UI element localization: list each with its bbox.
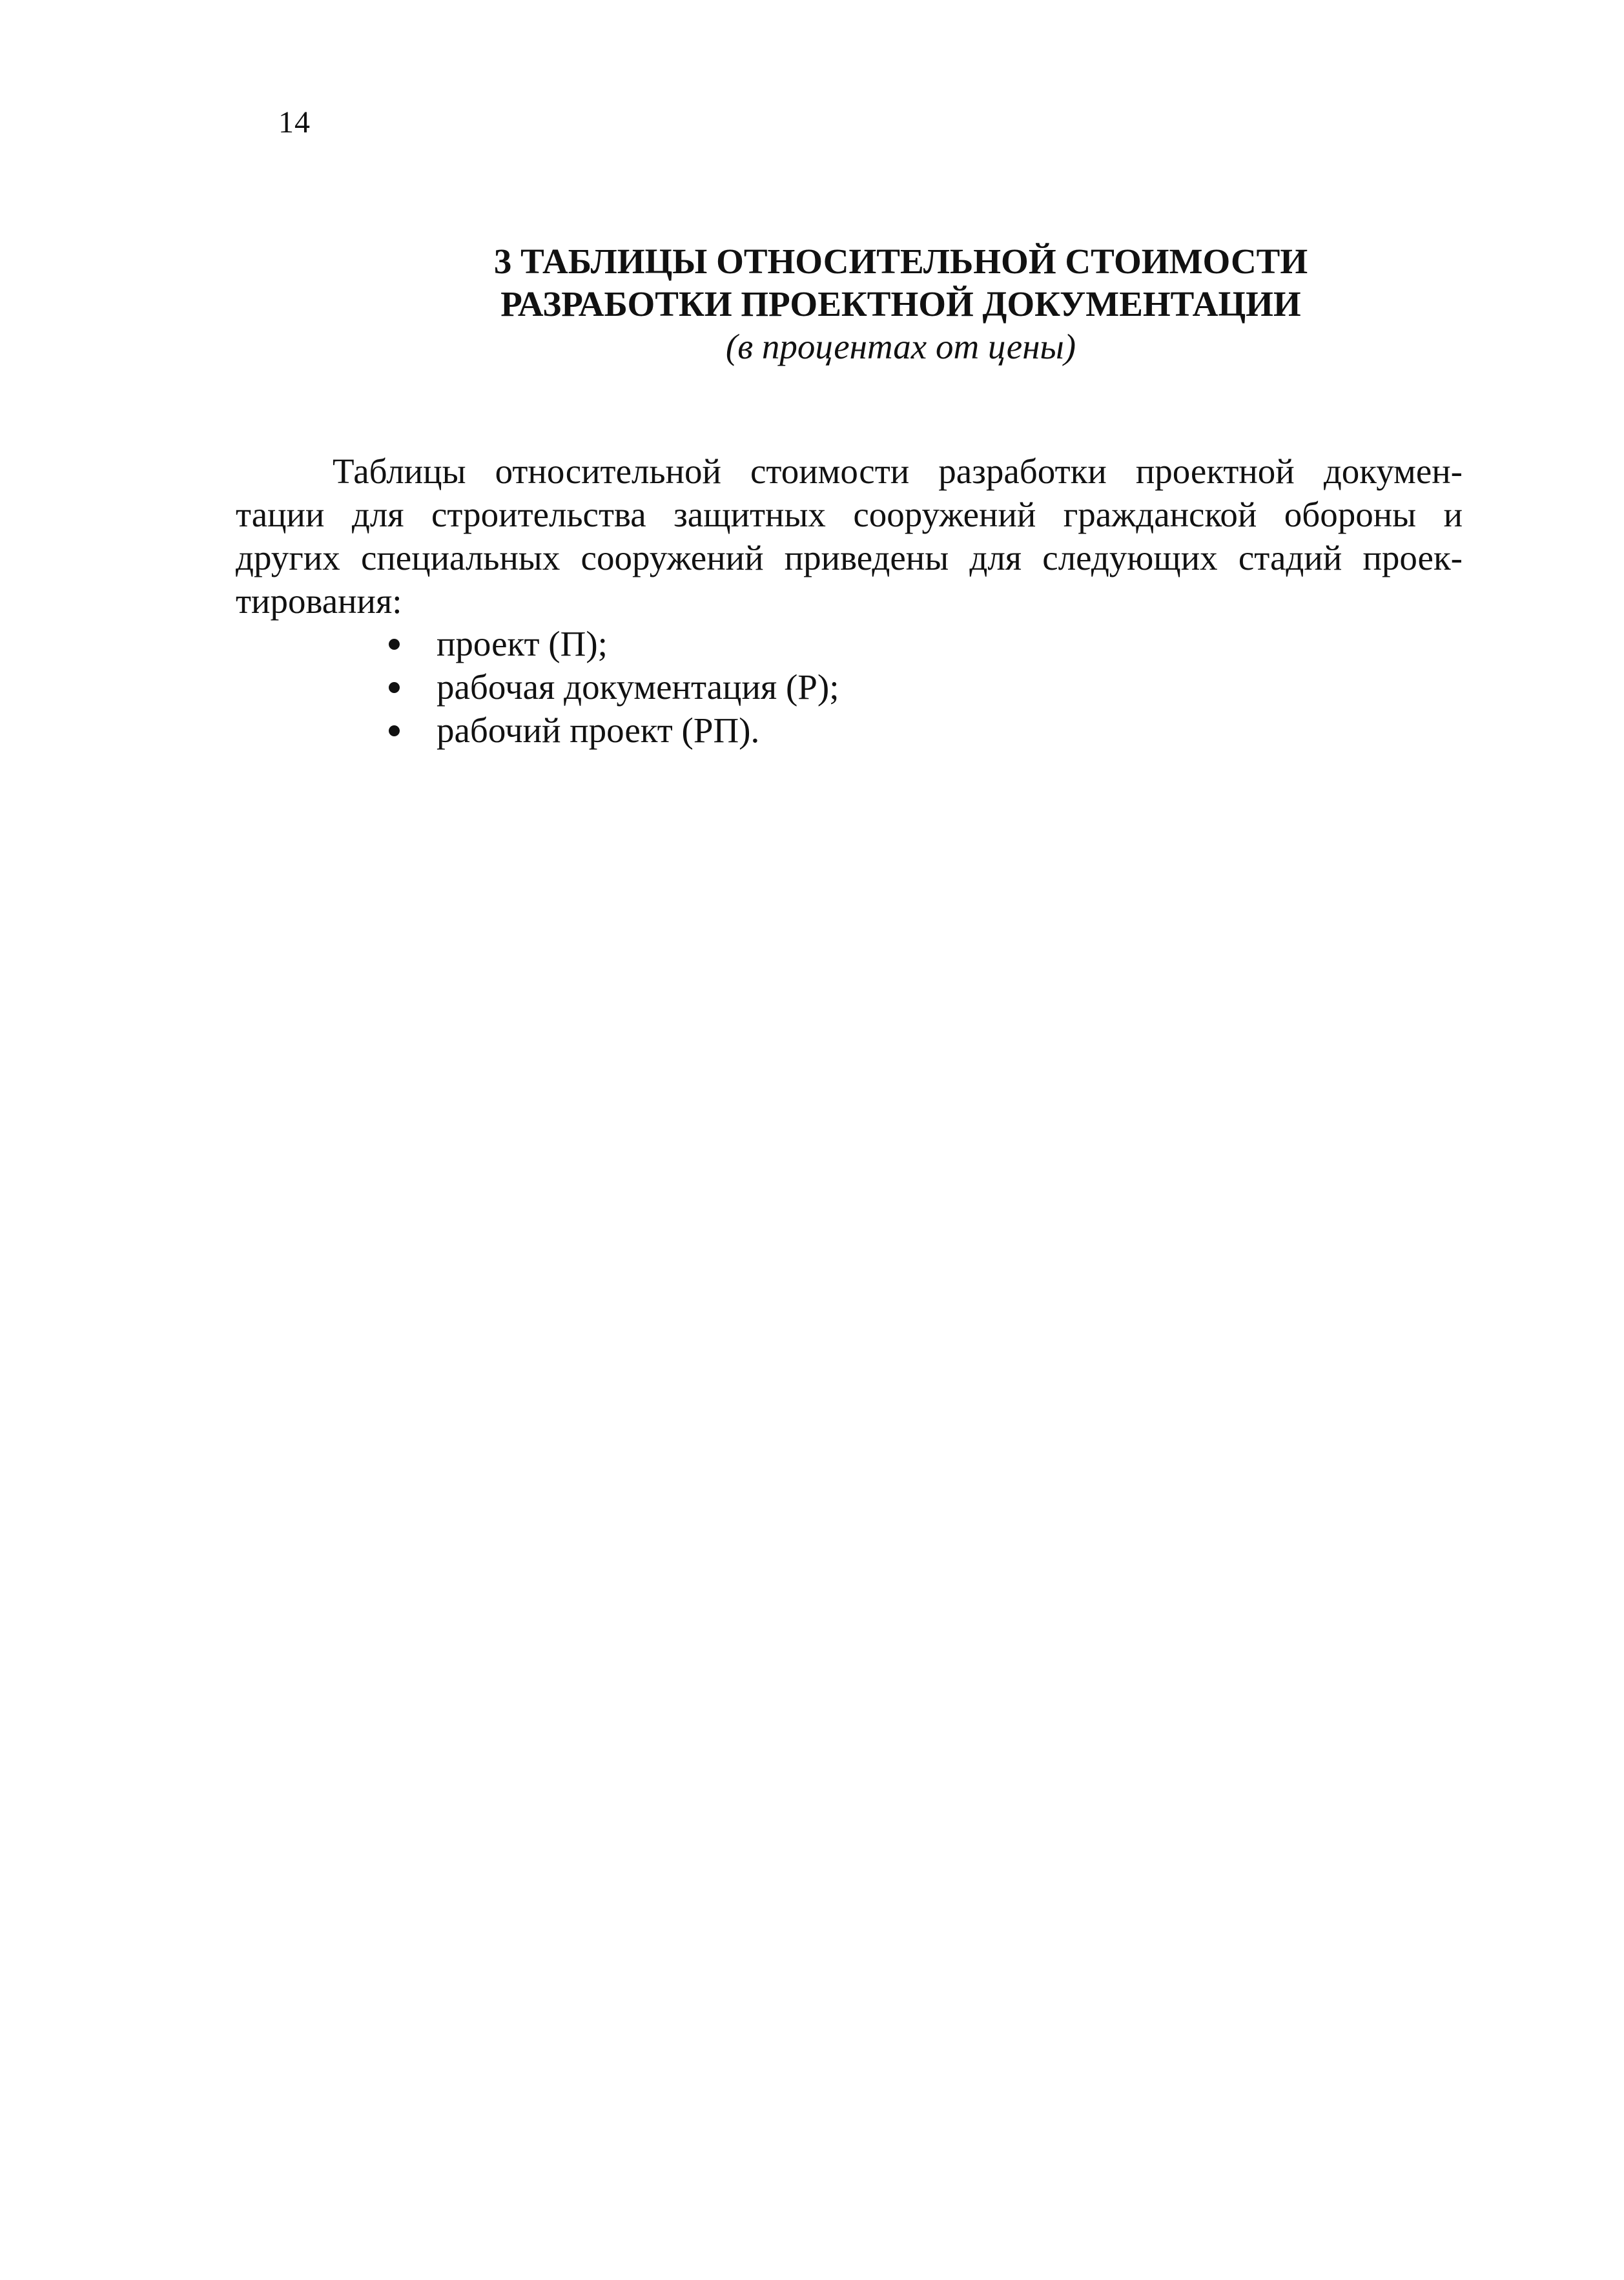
list-item-text: рабочий проект (РП).: [437, 710, 760, 750]
list-item-text: рабочая документация (Р);: [437, 667, 839, 707]
design-stages-list: [381, 622, 839, 752]
heading-title-line-1: 3 ТАБЛИЦЫ ОТНОСИТЕЛЬНОЙ СТОИМОСТИ: [493, 242, 1308, 281]
heading-title-line-2: РАЗРАБОТКИ ПРОЕКТНОЙ ДОКУМЕНТАЦИИ: [500, 284, 1301, 324]
bullet-icon: [389, 639, 400, 650]
paragraph-line: тирования:: [236, 581, 402, 621]
list-item: [381, 622, 839, 665]
list-item: [381, 665, 839, 709]
bullet-icon: [389, 682, 400, 693]
page-number: 14: [278, 105, 311, 140]
list-item: [381, 709, 839, 752]
intro-paragraph: [236, 450, 1463, 623]
heading-subtitle: (в процентах от цены): [725, 327, 1076, 366]
paragraph-line: тации для строительства защитных сооружений гражданской обороны и: [236, 495, 1463, 534]
bullet-icon: [389, 725, 400, 736]
paragraph-line: Таблицы относительной стоимости разработки проектной докумен-: [333, 451, 1463, 491]
paragraph-line: других специальных сооружений приведены для следующих стадий проек-: [236, 538, 1463, 577]
list-item-text: проект (П);: [437, 624, 608, 663]
section-heading: [387, 240, 1414, 368]
